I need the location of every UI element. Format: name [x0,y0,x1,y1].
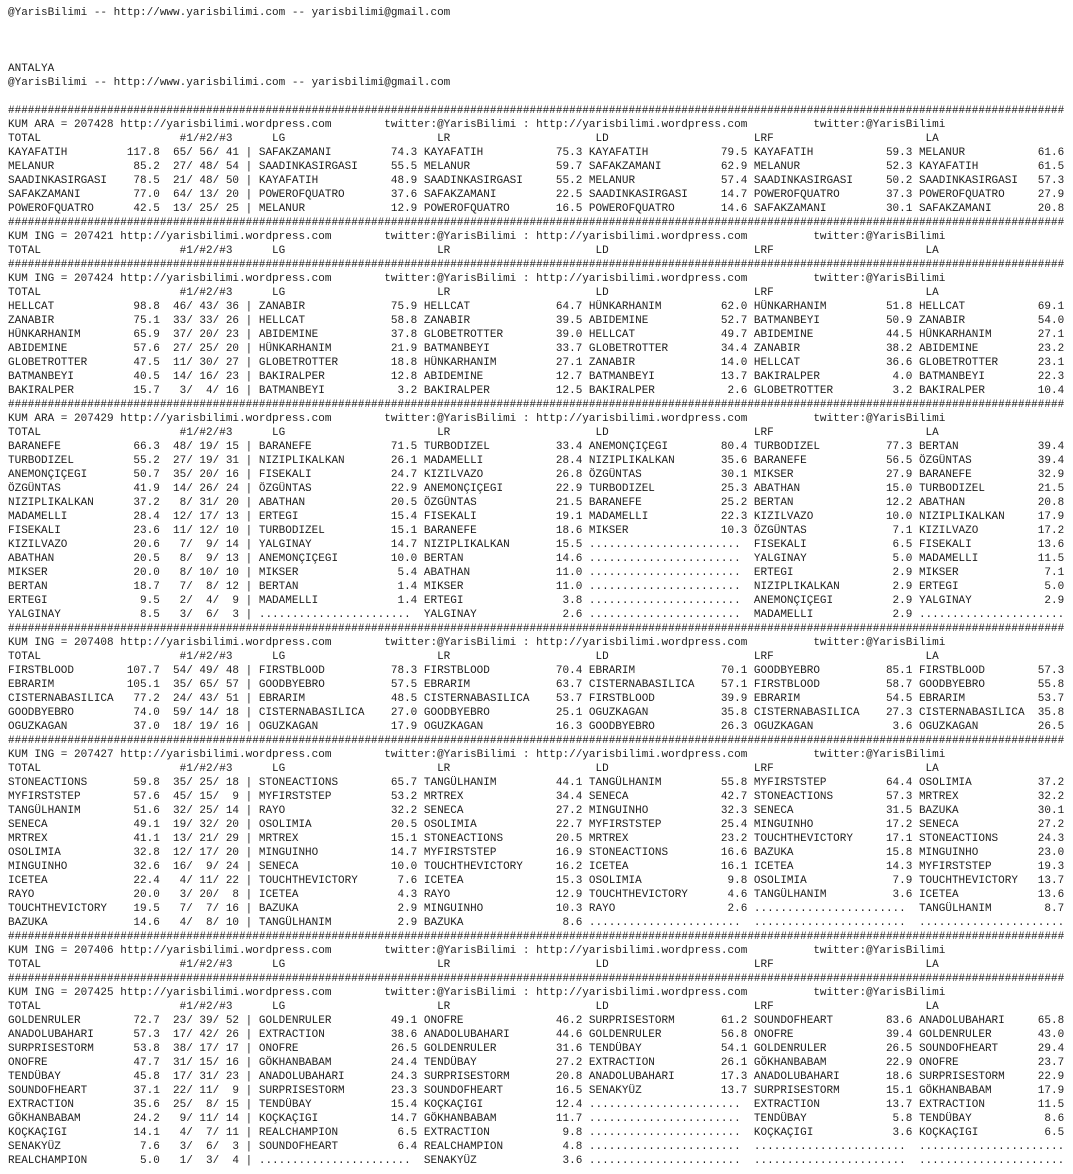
divider-line: ################################################################################################################################################################ [8,217,1065,229]
horse-row-line: MELANUR 85.2 27/ 48/ 54 | SAADINKASIRGASI 55.5 MELANUR 59.7 SAFAKZAMANI 62.9 MELANUR 52.3 KAYAFATIH 61.5 [8,161,1065,173]
divider-line: ################################################################################################################################################################ [8,399,1065,411]
horse-row-line: NIZIPLIKALKAN 37.2 8/ 31/ 20 | ABATHAN 20.5 ÖZGÜNTAS 21.5 BARANEFE 25.2 BERTAN 12.2 ABATHAN 20.8 [8,497,1065,509]
divider-line: ################################################################################################################################################################ [8,259,1065,271]
section-header-line: KUM ING = 207406 http://yarisbilimi.wordpress.com twitter:@YarisBilimi : http://yarisbilimi.wordpress.com twitter:@YarisBilimi [8,945,946,957]
horse-row-line: BAKIRALPER 15.7 3/ 4/ 16 | BATMANBEYI 3.2 BAKIRALPER 12.5 BAKIRALPER 2.6 GLOBETROTTER 3.2 BAKIRALPER 10.4 [8,385,1065,397]
horse-row-line: MINGUINHO 32.6 16/ 9/ 24 | SENECA 10.0 TOUCHTHEVICTORY 16.2 ICETEA 16.1 ICETEA 14.3 MYFIRSTSTEP 19.3 [8,861,1065,873]
column-header-line: TOTAL #1/#2/#3 LG LR LD LRF LA [8,133,939,145]
horse-row-line: TANGÜLHANIM 51.6 32/ 25/ 14 | RAYO 32.2 SENECA 27.2 MINGUINHO 32.3 SENECA 31.5 BAZUKA 30.1 [8,805,1065,817]
horse-row-line: EBRARIM 105.1 35/ 65/ 57 | GOODBYEBRO 57.5 EBRARIM 63.7 CISTERNABASILICA 57.1 FIRSTBLOOD 58.7 GOODBYEBRO 55.8 [8,679,1065,691]
city-line: ANTALYA [8,63,55,75]
section-header-line: KUM ING = 207424 http://yarisbilimi.wordpress.com twitter:@YarisBilimi : http://yarisbilimi.wordpress.com twitter:@YarisBilimi [8,273,946,285]
horse-row-line: CISTERNABASILICA 77.2 24/ 43/ 51 | EBRARIM 48.5 CISTERNABASILICA 53.7 FIRSTBLOOD 39.9 EBRARIM 54.5 EBRARIM 53.7 [8,693,1065,705]
credit-line: @YarisBilimi -- http://www.yarisbilimi.com -- yarisbilimi@gmail.com [8,7,451,19]
horse-row-line: SENECA 49.1 19/ 32/ 20 | OSOLIMIA 20.5 OSOLIMIA 22.7 MYFIRSTSTEP 25.4 MINGUINHO 17.2 SENECA 27.2 [8,819,1065,831]
blank-line [8,90,1073,104]
horse-row-line: EXTRACTION 35.6 25/ 8/ 15 | TENDÜBAY 15.4 KOÇKAÇIGI 12.4 ....................... EXTRACTION 13.7 EXTRACTION 11.5 [8,1099,1065,1111]
horse-row-line: SOUNDOFHEART 37.1 22/ 11/ 9 | SURPRISESTORM 23.3 SOUNDOFHEART 16.5 SENAKYÜZ 13.7 SURPRISESTORM 15.1 GÖKHANBABAM 17.9 [8,1085,1065,1097]
horse-row-line: SURPRISESTORM 53.8 38/ 17/ 17 | ONOFRE 26.5 GOLDENRULER 31.6 TENDÜBAY 54.1 GOLDENRULER 26.5 SOUNDOFHEART 29.4 [8,1043,1065,1055]
horse-row-line: MYFIRSTSTEP 57.6 45/ 15/ 9 | MYFIRSTSTEP 53.2 MRTREX 34.4 SENECA 42.7 STONEACTIONS 57.3 MRTREX 32.2 [8,791,1065,803]
horse-row-line: REALCHAMPION 5.0 1/ 3/ 4 | ....................... SENAKYÜZ 3.6 ....................... ....................... ...................... [8,1155,1065,1167]
horse-row-line: KAYAFATIH 117.8 65/ 56/ 41 | SAFAKZAMANI 74.3 KAYAFATIH 75.3 KAYAFATIH 79.5 KAYAFATIH 59.3 MELANUR 61.6 [8,147,1065,159]
horse-row-line: ERTEGI 9.5 2/ 4/ 9 | MADAMELLI 1.4 ERTEGI 3.8 ....................... ANEMONÇIÇEGI 2.9 YALGINAY 2.9 [8,595,1065,607]
column-header-line: TOTAL #1/#2/#3 LG LR LD LRF LA [8,651,939,663]
divider-line: ################################################################################################################################################################ [8,735,1065,747]
horse-row-line: MIKSER 20.0 8/ 10/ 10 | MIKSER 5.4 ABATHAN 11.0 ....................... ERTEGI 2.9 MIKSER 7.1 [8,567,1065,579]
column-header-line: TOTAL #1/#2/#3 LG LR LD LRF LA [8,427,939,439]
section-header-line: KUM ING = 207427 http://yarisbilimi.wordpress.com twitter:@YarisBilimi : http://yarisbilimi.wordpress.com twitter:@YarisBilimi [8,749,946,761]
horse-row-line: YALGINAY 8.5 3/ 6/ 3 | ....................... YALGINAY 2.6 ....................... MADAMELLI 2.9 ...................... [8,609,1065,621]
horse-row-line: TENDÜBAY 45.8 17/ 31/ 23 | ANADOLUBAHARI 24.3 SURPRISESTORM 20.8 ANADOLUBAHARI 17.3 ANADOLUBAHARI 18.6 SURPRISESTORM 22.9 [8,1071,1065,1083]
horse-row-line: ABATHAN 20.5 8/ 9/ 13 | ANEMONÇIÇEGI 10.0 BERTAN 14.6 ....................... YALGINAY 5.0 MADAMELLI 11.5 [8,553,1065,565]
horse-row-line: FISEKALI 23.6 11/ 12/ 10 | TURBODIZEL 15.1 BARANEFE 18.6 MIKSER 10.3 ÖZGÜNTAS 7.1 KIZILVAZO 17.2 [8,525,1065,537]
horse-row-line: ANEMONÇIÇEGI 50.7 35/ 20/ 16 | FISEKALI 24.7 KIZILVAZO 26.8 ÖZGÜNTAS 30.1 MIKSER 27.9 BARANEFE 32.9 [8,469,1065,481]
horse-row-line: ZANABIR 75.1 33/ 33/ 26 | HELLCAT 58.8 ZANABIR 39.5 ABIDEMINE 52.7 BATMANBEYI 50.9 ZANABIR 54.0 [8,315,1065,327]
blank-line [8,48,1073,62]
divider-line: ################################################################################################################################################################ [8,931,1065,943]
blank-line [8,20,1073,34]
horse-row-line: GÖKHANBABAM 24.2 9/ 11/ 14 | KOÇKAÇIGI 14.7 GÖKHANBABAM 11.7 ....................... TENDÜBAY 5.8 TENDÜBAY 8.6 [8,1113,1065,1125]
horse-row-line: SENAKYÜZ 7.6 3/ 6/ 3 | SOUNDOFHEART 6.4 REALCHAMPION 4.8 ....................... ....................... ...................... [8,1141,1065,1153]
horse-row-line: MRTREX 41.1 13/ 21/ 29 | MRTREX 15.1 STONEACTIONS 20.5 MRTREX 23.2 TOUCHTHEVICTORY 17.1 STONEACTIONS 24.3 [8,833,1065,845]
horse-row-line: GOODBYEBRO 74.0 59/ 14/ 18 | CISTERNABASILICA 27.0 GOODBYEBRO 25.1 OGUZKAGAN 35.8 CISTERNABASILICA 27.3 CISTERNABASILICA 35.8 [8,707,1065,719]
horse-row-line: KOÇKAÇIGI 14.1 4/ 7/ 11 | REALCHAMPION 6.5 EXTRACTION 9.8 ....................... KOÇKAÇIGI 3.6 KOÇKAÇIGI 6.5 [8,1127,1065,1139]
divider-line: ################################################################################################################################################################ [8,105,1065,117]
horse-row-line: ONOFRE 47.7 31/ 15/ 16 | GÖKHANBABAM 24.4 TENDÜBAY 27.2 EXTRACTION 26.1 GÖKHANBABAM 22.9 ONOFRE 23.7 [8,1057,1065,1069]
column-header-line: TOTAL #1/#2/#3 LG LR LD LRF LA [8,959,939,971]
horse-row-line: SAADINKASIRGASI 78.5 21/ 48/ 50 | KAYAFATIH 48.9 SAADINKASIRGASI 55.2 MELANUR 57.4 SAADINKASIRGASI 50.2 SAADINKASIRGASI 57.3 [8,175,1065,187]
horse-row-line: OSOLIMIA 32.8 12/ 17/ 20 | MINGUINHO 14.7 MYFIRSTSTEP 16.9 STONEACTIONS 16.6 BAZUKA 15.8 MINGUINHO 23.0 [8,847,1065,859]
horse-row-line: BATMANBEYI 40.5 14/ 16/ 23 | BAKIRALPER 12.8 ABIDEMINE 12.7 BATMANBEYI 13.7 BAKIRALPER 4.0 BATMANBEYI 22.3 [8,371,1065,383]
horse-row-line: GLOBETROTTER 47.5 11/ 30/ 27 | GLOBETROTTER 18.8 HÜNKARHANIM 27.1 ZANABIR 14.0 HELLCAT 36.6 GLOBETROTTER 23.1 [8,357,1065,369]
horse-row-line: STONEACTIONS 59.8 35/ 25/ 18 | STONEACTIONS 65.7 TANGÜLHANIM 44.1 TANGÜLHANIM 55.8 MYFIRSTSTEP 64.4 OSOLIMIA 37.2 [8,777,1065,789]
horse-row-line: HÜNKARHANIM 65.9 37/ 20/ 23 | ABIDEMINE 37.8 GLOBETROTTER 39.0 HELLCAT 49.7 ABIDEMINE 44.5 HÜNKARHANIM 27.1 [8,329,1065,341]
horse-row-line: SAFAKZAMANI 77.0 64/ 13/ 20 | POWEROFQUATRO 37.6 SAFAKZAMANI 22.5 SAADINKASIRGASI 14.7 POWEROFQUATRO 37.3 POWEROFQUATRO 27.9 [8,189,1065,201]
horse-row-line: BERTAN 18.7 7/ 8/ 12 | BERTAN 1.4 MIKSER 11.0 ....................... NIZIPLIKALKAN 2.9 ERTEGI 5.0 [8,581,1065,593]
horse-row-line: TOUCHTHEVICTORY 19.5 7/ 7/ 16 | BAZUKA 2.9 MINGUINHO 10.3 RAYO 2.6 ....................... TANGÜLHANIM 8.7 [8,903,1065,915]
horse-row-line: BAZUKA 14.6 4/ 8/ 10 | TANGÜLHANIM 2.9 BAZUKA 8.6 ....................... ....................... ...................... [8,917,1065,929]
horse-row-line: ICETEA 22.4 4/ 11/ 22 | TOUCHTHEVICTORY 7.6 ICETEA 15.3 OSOLIMIA 9.8 OSOLIMIA 7.9 TOUCHTHEVICTORY 13.7 [8,875,1065,887]
horse-row-line: BARANEFE 66.3 48/ 19/ 15 | BARANEFE 71.5 TURBODIZEL 33.4 ANEMONÇIÇEGI 80.4 TURBODIZEL 77.3 BERTAN 39.4 [8,441,1065,453]
horse-row-line: KIZILVAZO 20.6 7/ 9/ 14 | YALGINAY 14.7 NIZIPLIKALKAN 15.5 ....................... FISEKALI 6.5 FISEKALI 13.6 [8,539,1065,551]
credit-line: @YarisBilimi -- http://www.yarisbilimi.com -- yarisbilimi@gmail.com [8,77,451,89]
horse-row-line: RAYO 20.0 3/ 20/ 8 | ICETEA 4.3 RAYO 12.9 TOUCHTHEVICTORY 4.6 TANGÜLHANIM 3.6 ICETEA 13.6 [8,889,1065,901]
section-header-line: KUM ING = 207421 http://yarisbilimi.wordpress.com twitter:@YarisBilimi : http://yarisbilimi.wordpress.com twitter:@YarisBilimi [8,231,946,243]
divider-line: ################################################################################################################################################################ [8,623,1065,635]
horse-row-line: POWEROFQUATRO 42.5 13/ 25/ 25 | MELANUR 12.9 POWEROFQUATRO 16.5 POWEROFQUATRO 14.6 SAFAKZAMANI 30.1 SAFAKZAMANI 20.8 [8,203,1065,215]
divider-line: ################################################################################################################################################################ [8,973,1065,985]
column-header-line: TOTAL #1/#2/#3 LG LR LD LRF LA [8,763,939,775]
section-header-line: KUM ARA = 207428 http://yarisbilimi.wordpress.com twitter:@YarisBilimi : http://yarisbilimi.wordpress.com twitter:@YarisBilimi [8,119,946,131]
blank-line [8,34,1073,48]
column-header-line: TOTAL #1/#2/#3 LG LR LD LRF LA [8,245,939,257]
horse-row-line: MADAMELLI 28.4 12/ 17/ 13 | ERTEGI 15.4 FISEKALI 19.1 MADAMELLI 22.3 KIZILVAZO 10.0 NIZIPLIKALKAN 17.9 [8,511,1065,523]
horse-row-line: GOLDENRULER 72.7 23/ 39/ 52 | GOLDENRULER 49.1 ONOFRE 46.2 SURPRISESTORM 61.2 SOUNDOFHEART 83.6 ANADOLUBAHARI 65.8 [8,1015,1065,1027]
horse-row-line: TURBODIZEL 55.2 27/ 19/ 31 | NIZIPLIKALKAN 26.1 MADAMELLI 28.4 NIZIPLIKALKAN 35.6 BARANEFE 56.5 ÖZGÜNTAS 39.4 [8,455,1065,467]
section-header-line: KUM ING = 207408 http://yarisbilimi.wordpress.com twitter:@YarisBilimi : http://yarisbilimi.wordpress.com twitter:@YarisBilimi [8,637,946,649]
report-text [8,6,1073,1168]
section-header-line: KUM ING = 207425 http://yarisbilimi.wordpress.com twitter:@YarisBilimi : http://yarisbilimi.wordpress.com twitter:@YarisBilimi [8,987,946,999]
horse-row-line: ÖZGÜNTAS 41.9 14/ 26/ 24 | ÖZGÜNTAS 22.9 ANEMONÇIÇEGI 22.9 TURBODIZEL 25.3 ABATHAN 15.0 TURBODIZEL 21.5 [8,483,1065,495]
horse-row-line: OGUZKAGAN 37.0 18/ 19/ 16 | OGUZKAGAN 17.9 OGUZKAGAN 16.3 GOODBYEBRO 26.3 OGUZKAGAN 3.6 OGUZKAGAN 26.5 [8,721,1065,733]
horse-row-line: HELLCAT 98.8 46/ 43/ 36 | ZANABIR 75.9 HELLCAT 64.7 HÜNKARHANIM 62.0 HÜNKARHANIM 51.8 HELLCAT 69.1 [8,301,1065,313]
horse-row-line: ABIDEMINE 57.6 27/ 25/ 20 | HÜNKARHANIM 21.9 BATMANBEYI 33.7 GLOBETROTTER 34.4 ZANABIR 38.2 ABIDEMINE 23.2 [8,343,1065,355]
column-header-line: TOTAL #1/#2/#3 LG LR LD LRF LA [8,287,939,299]
column-header-line: TOTAL #1/#2/#3 LG LR LD LRF LA [8,1001,939,1013]
section-header-line: KUM ARA = 207429 http://yarisbilimi.wordpress.com twitter:@YarisBilimi : http://yarisbilimi.wordpress.com twitter:@YarisBilimi [8,413,946,425]
horse-row-line: FIRSTBLOOD 107.7 54/ 49/ 48 | FIRSTBLOOD 78.3 FIRSTBLOOD 70.4 EBRARIM 70.1 GOODBYEBRO 85.1 FIRSTBLOOD 57.3 [8,665,1065,677]
horse-row-line: ANADOLUBAHARI 57.3 17/ 42/ 26 | EXTRACTION 38.6 ANADOLUBAHARI 44.6 GOLDENRULER 56.8 ONOFRE 39.4 GOLDENRULER 43.0 [8,1029,1065,1041]
